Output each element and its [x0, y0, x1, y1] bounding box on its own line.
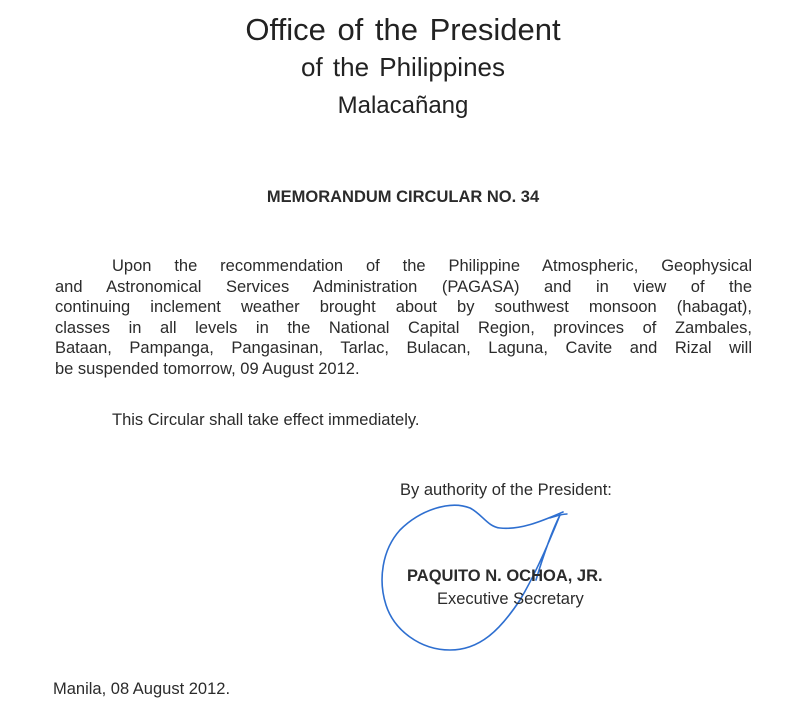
memo-paragraph-2: This Circular shall take effect immediately.	[112, 411, 420, 429]
place-and-date: Manila, 08 August 2012.	[53, 680, 231, 698]
signer-name: PAQUITO N. OCHOA, JR.	[407, 567, 603, 585]
memo-paragraph-1	[55, 256, 752, 379]
paragraph-line: and Astronomical Services Administration (PAGASA) and in view of the	[55, 277, 752, 296]
authority-line: By authority of the President:	[400, 481, 612, 499]
header-palace-line: Malacañang	[337, 92, 469, 119]
paragraph-line: classes in all levels in the National Capital Region, provinces of Zambales,	[55, 318, 752, 337]
paragraph-line: Bataan, Pampanga, Pangasinan, Tarlac, Bulacan, Laguna, Cavite and Rizal will	[55, 339, 752, 357]
paragraph-line: Upon the recommendation of the Philippine Atmospheric, Geophysical	[112, 257, 752, 275]
header-country-line: of the Philippines	[300, 52, 506, 82]
header-office-line: Office of the President	[245, 12, 561, 47]
signer-title: Executive Secretary	[437, 590, 584, 608]
paragraph-line: continuing inclement weather brought about by southwest monsoon (habagat),	[55, 298, 752, 316]
paragraph-line: be suspended tomorrow, 09 August 2012.	[55, 359, 360, 378]
memo-title: MEMORANDUM CIRCULAR NO. 34	[266, 188, 540, 206]
